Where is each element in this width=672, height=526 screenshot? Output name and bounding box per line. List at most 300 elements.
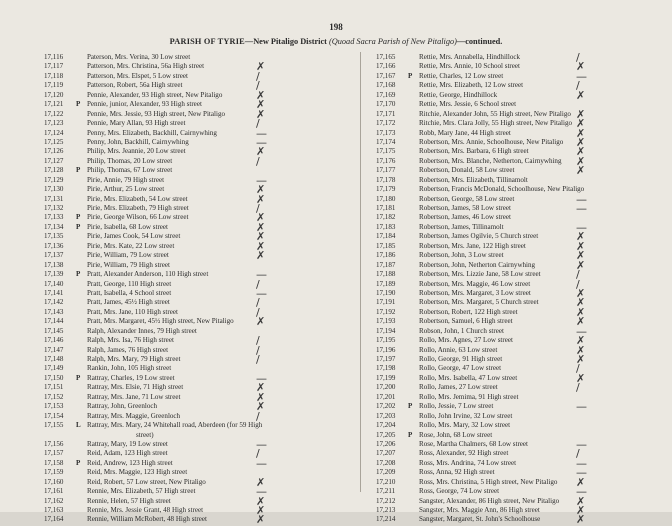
qualification-mark bbox=[408, 223, 419, 232]
elector-entry bbox=[376, 145, 666, 159]
elector-name-address: Rettie, Mrs. Annabella, Hindhillock bbox=[419, 53, 520, 61]
qualification-mark bbox=[76, 327, 87, 336]
district-name: —New Pitaligo District bbox=[244, 37, 327, 46]
elector-name-address: Rollo, John Irvine, 32 Low street bbox=[419, 411, 513, 420]
qualification-mark bbox=[76, 336, 87, 345]
qualification-mark bbox=[408, 506, 419, 515]
elector-name-address: Patterson, Mrs. Elspet, 5 Low street bbox=[87, 71, 188, 80]
qualification-mark bbox=[76, 298, 87, 307]
qualification-mark bbox=[76, 110, 87, 119]
elector-number: 17,174 bbox=[376, 137, 396, 146]
elector-name-address: Ralph, James, 76 High street bbox=[87, 345, 169, 354]
elector-name-address: Sangster, Alexander, 86 High street, New Pitaligo bbox=[419, 496, 560, 505]
elector-entry bbox=[376, 485, 666, 499]
elector-name-address: Robertson, James Ogilvie, 5 Church street bbox=[419, 232, 539, 241]
handwritten-tick-mark: ✗ bbox=[576, 239, 586, 253]
elector-entry bbox=[44, 98, 356, 112]
qualification-mark bbox=[76, 129, 87, 138]
elector-number: 17,185 bbox=[376, 241, 396, 250]
elector-entry bbox=[44, 60, 356, 74]
elector-entry bbox=[376, 494, 666, 508]
qualification-mark bbox=[408, 374, 419, 383]
elector-entry bbox=[44, 79, 356, 93]
elector-entry bbox=[376, 192, 666, 206]
handwritten-tick-mark: — bbox=[256, 437, 267, 451]
elector-number: 17,124 bbox=[44, 128, 64, 137]
handwritten-tick-mark: ✗ bbox=[576, 334, 586, 348]
elector-name-address: Philip, Mrs. Jeannie, 20 Low street bbox=[87, 147, 186, 156]
qualification-mark: P bbox=[76, 166, 81, 175]
elector-number: 17,146 bbox=[44, 336, 64, 345]
elector-name-address: Ritchie, Alexander John, 55 High street, New Pitaligo bbox=[419, 109, 571, 118]
qualification-mark bbox=[76, 402, 87, 411]
handwritten-tick-mark: ✗ bbox=[576, 296, 586, 310]
elector-number: 17,189 bbox=[376, 279, 396, 288]
qualification-mark bbox=[408, 421, 419, 430]
elector-entry bbox=[376, 249, 666, 263]
elector-entry bbox=[376, 69, 666, 83]
elector-number: 17,156 bbox=[44, 439, 64, 448]
elector-number: 17,166 bbox=[376, 62, 396, 71]
qualification-mark bbox=[76, 147, 87, 156]
elector-entry bbox=[44, 220, 356, 234]
handwritten-tick-mark: — bbox=[576, 192, 587, 206]
elector-number: 17,191 bbox=[376, 298, 396, 307]
handwritten-tick-mark: ✗ bbox=[256, 475, 266, 489]
qualification-mark bbox=[408, 157, 419, 166]
elector-entry bbox=[44, 447, 356, 461]
elector-name-address: street) bbox=[136, 430, 154, 439]
elector-number: 17,206 bbox=[376, 439, 396, 448]
handwritten-tick-mark: / bbox=[256, 334, 260, 348]
qualification-mark bbox=[76, 251, 87, 260]
elector-number: 17,179 bbox=[376, 185, 396, 194]
elector-number: 17,170 bbox=[376, 100, 396, 109]
elector-name-address: Rollo, Annie, 63 Low street bbox=[419, 345, 498, 354]
handwritten-tick-mark: ✗ bbox=[256, 390, 266, 404]
elector-number: 17,133 bbox=[44, 213, 64, 222]
handwritten-tick-mark: ✗ bbox=[256, 211, 266, 225]
handwritten-tick-mark: ✗ bbox=[576, 249, 586, 263]
elector-entry bbox=[376, 185, 666, 194]
handwritten-tick-mark: / bbox=[576, 51, 580, 64]
handwritten-tick-mark: ✗ bbox=[256, 107, 266, 121]
elector-entry bbox=[44, 475, 356, 489]
elector-number: 17,160 bbox=[44, 477, 64, 486]
elector-number: 17,116 bbox=[44, 53, 64, 61]
elector-number: 17,147 bbox=[44, 345, 64, 354]
qualification-mark: P bbox=[408, 430, 413, 439]
elector-name-address: Ross, Mrs. Andrina, 74 Low street bbox=[419, 458, 517, 467]
qualification-mark: P bbox=[76, 213, 81, 222]
handwritten-tick-mark: / bbox=[256, 305, 260, 319]
elector-number: 17,188 bbox=[376, 270, 396, 279]
elector-name-address: Pirie, James Cook, 54 Low street bbox=[87, 232, 181, 241]
elector-number: 17,182 bbox=[376, 213, 396, 222]
qualification-mark bbox=[76, 468, 87, 477]
elector-name-address: Rollo, James, 27 Low street bbox=[419, 383, 498, 392]
elector-name-address: Pirie, Arthur, 25 Low street bbox=[87, 185, 165, 194]
qualification-mark bbox=[76, 261, 87, 270]
elector-entry bbox=[44, 135, 356, 149]
elector-number: 17,126 bbox=[44, 147, 64, 156]
elector-number: 17,141 bbox=[44, 288, 64, 297]
elector-name-address: Rollo, Mrs. Isabella, 47 Low street bbox=[419, 373, 518, 382]
elector-name-address: Rettie, Mrs. Annie, 10 School street bbox=[419, 62, 520, 71]
elector-entry bbox=[44, 390, 356, 404]
elector-name-address: Rollo, Mrs. Jemima, 91 High street bbox=[419, 392, 519, 401]
elector-number: 17,171 bbox=[376, 109, 396, 118]
elector-name-address: Robertson, Donald, 58 Low street bbox=[419, 166, 515, 175]
elector-number: 17,193 bbox=[376, 317, 396, 326]
qualification-mark bbox=[76, 317, 87, 326]
elector-entry bbox=[44, 431, 356, 440]
elector-name-address: Pennie, Mrs. Jessie, 93 High street, New Pitaligo bbox=[87, 109, 225, 118]
elector-entry bbox=[376, 456, 666, 470]
qualification-mark bbox=[76, 232, 87, 241]
elector-name-address: Rose, John, 68 Low street bbox=[419, 430, 493, 439]
handwritten-tick-mark: — bbox=[576, 466, 587, 480]
qualification-mark: P bbox=[76, 458, 81, 467]
qualification-mark bbox=[408, 81, 419, 90]
elector-entry bbox=[376, 447, 666, 461]
elector-entry bbox=[376, 79, 666, 93]
elector-entry bbox=[44, 494, 356, 508]
elector-name-address: Robertson, Mrs. Blanche, Netherton, Cairnywhing bbox=[419, 156, 562, 165]
elector-name-address: Ross, Anna, 92 High street bbox=[419, 468, 495, 477]
handwritten-tick-mark: ✗ bbox=[256, 400, 266, 414]
handwritten-tick-mark: — bbox=[576, 202, 587, 215]
handwritten-tick-mark: ✗ bbox=[256, 239, 266, 253]
elector-name-address: Ralph, Alexander Innes, 79 High street bbox=[87, 326, 197, 335]
qualification-mark bbox=[76, 449, 87, 458]
elector-number: 17,122 bbox=[44, 109, 64, 118]
elector-number: 17,154 bbox=[44, 411, 64, 420]
elector-number: 17,144 bbox=[44, 317, 64, 326]
elector-entry bbox=[376, 515, 666, 524]
elector-entry bbox=[376, 400, 666, 414]
qualification-mark bbox=[76, 195, 87, 204]
handwritten-tick-mark: ✗ bbox=[256, 315, 266, 329]
qualification-mark bbox=[408, 412, 419, 421]
elector-entry bbox=[44, 192, 356, 206]
handwritten-tick-mark: ✗ bbox=[576, 343, 586, 357]
qualification-mark bbox=[408, 110, 419, 119]
elector-name-address: Pennie, junior, Alexander, 93 High street bbox=[87, 100, 202, 109]
elector-number: 17,159 bbox=[44, 468, 64, 477]
elector-entry bbox=[376, 431, 666, 440]
handwritten-tick-mark: — bbox=[576, 220, 587, 234]
handwritten-tick-mark: / bbox=[256, 353, 260, 366]
handwritten-tick-mark: ✗ bbox=[576, 258, 586, 272]
qualification-mark bbox=[76, 176, 87, 185]
elector-entry bbox=[44, 364, 356, 373]
elector-name-address: Pirie, Annie, 79 High street bbox=[87, 175, 165, 184]
qualification-mark bbox=[76, 204, 87, 213]
elector-entry bbox=[44, 117, 356, 131]
elector-entry bbox=[44, 485, 356, 499]
elector-number: 17,118 bbox=[44, 71, 64, 80]
elector-number: 17,145 bbox=[44, 326, 64, 335]
elector-number: 17,155 bbox=[44, 421, 64, 430]
qualification-mark bbox=[76, 119, 87, 128]
elector-entry bbox=[44, 355, 356, 364]
elector-number: 17,200 bbox=[376, 383, 396, 392]
elector-name-address: Ross, Alexander, 92 High street bbox=[419, 449, 509, 458]
elector-entry bbox=[376, 362, 666, 376]
continued-note: —continued. bbox=[456, 37, 503, 46]
handwritten-tick-mark: / bbox=[256, 277, 260, 291]
elector-entry bbox=[44, 204, 356, 213]
elector-number: 17,119 bbox=[44, 81, 64, 90]
elector-number: 17,203 bbox=[376, 411, 396, 420]
elector-number: 17,120 bbox=[44, 90, 64, 99]
elector-entry bbox=[376, 154, 666, 168]
elector-entry bbox=[376, 176, 666, 185]
handwritten-tick-mark: ✗ bbox=[576, 475, 586, 489]
qualification-mark: P bbox=[76, 270, 81, 279]
elector-entry bbox=[44, 53, 356, 62]
handwritten-tick-mark: / bbox=[576, 381, 580, 395]
elector-name-address: Reid, Mrs. Maggie, 123 High street bbox=[87, 468, 188, 477]
handwritten-tick-mark: ✗ bbox=[256, 513, 266, 526]
handwritten-tick-mark: ✗ bbox=[576, 315, 586, 329]
elector-entry bbox=[376, 305, 666, 319]
elector-name-address: Rattray, Mrs. Maggie, Greenloch bbox=[87, 411, 181, 420]
elector-name-address: Penny, John, Backhill, Cairnywhing bbox=[87, 137, 189, 146]
qualification-mark bbox=[76, 364, 87, 373]
elector-number: 17,142 bbox=[44, 298, 64, 307]
elector-entry bbox=[44, 381, 356, 395]
elector-name-address: Pratt, Mrs. Jane, 110 High street bbox=[87, 307, 178, 316]
qualification-mark bbox=[408, 383, 419, 392]
elector-name-address: Rollo, Jessie, 7 Low street bbox=[419, 402, 494, 411]
elector-number: 17,135 bbox=[44, 232, 64, 241]
qualification-mark bbox=[408, 53, 419, 62]
elector-entry bbox=[44, 305, 356, 319]
qualification-mark bbox=[76, 91, 87, 100]
elector-name-address: Pirie, Isabella, 68 Low street bbox=[87, 222, 169, 231]
qualification-mark bbox=[408, 515, 419, 524]
page-number: 198 bbox=[329, 22, 343, 32]
handwritten-tick-mark: ✗ bbox=[576, 107, 586, 121]
handwritten-tick-mark: / bbox=[576, 362, 580, 376]
elector-number: 17,172 bbox=[376, 119, 396, 128]
elector-number: 17,129 bbox=[44, 175, 64, 184]
elector-name-address: Rennie, Mrs. Elizabeth, 57 High street bbox=[87, 487, 196, 496]
elector-name-address: Rennie, Mrs. Jessie Grant, 48 High street bbox=[87, 506, 204, 514]
qualification-mark bbox=[76, 440, 87, 449]
elector-name-address: Rollo, Mrs. Agnes, 27 Low street bbox=[419, 336, 513, 345]
elector-name-address: Robertson, John, Netherton Cairnywhing bbox=[419, 260, 536, 269]
handwritten-tick-mark: — bbox=[256, 371, 267, 385]
elector-name-address: Rankin, John, 105 High street bbox=[87, 364, 172, 373]
elector-number: 17,210 bbox=[376, 477, 396, 486]
elector-entry bbox=[376, 466, 666, 480]
qualification-mark bbox=[408, 298, 419, 307]
elector-entry bbox=[44, 69, 356, 83]
elector-name-address: Rattray, John, Greenloch bbox=[87, 402, 157, 411]
elector-number: 17,187 bbox=[376, 260, 396, 269]
elector-name-address: Ralph, Mrs. Isa, 76 High street bbox=[87, 336, 174, 345]
handwritten-tick-mark: ✗ bbox=[576, 286, 586, 300]
handwritten-tick-mark: ✗ bbox=[256, 381, 266, 395]
handwritten-tick-mark: / bbox=[576, 268, 580, 282]
elector-entry bbox=[376, 412, 666, 421]
elector-name-address: Reid, Robert, 57 Low street, New Pitaligo bbox=[87, 477, 206, 486]
elector-number: 17,173 bbox=[376, 128, 396, 137]
elector-entry bbox=[44, 296, 356, 310]
elector-name-address: Pirie, Mrs. Kate, 22 Low street bbox=[87, 241, 175, 250]
qualification-mark bbox=[76, 62, 87, 71]
elector-name-address: Rennie, Helen, 57 High street bbox=[87, 496, 171, 505]
elector-entry bbox=[44, 506, 356, 515]
elector-number: 17,149 bbox=[44, 364, 64, 373]
elector-entry bbox=[376, 220, 666, 234]
elector-number: 17,213 bbox=[376, 506, 396, 514]
qualification-mark: P bbox=[76, 222, 81, 231]
quoad-sacra-note: (Quoad Sacra Parish of New Pitaligo) bbox=[329, 37, 457, 46]
elector-name-address: Pratt, Isabella, 4 School street bbox=[87, 288, 172, 297]
handwritten-tick-mark: ✗ bbox=[576, 164, 586, 178]
handwritten-tick-mark: — bbox=[576, 456, 587, 470]
elector-number: 17,165 bbox=[376, 53, 396, 61]
qualification-mark bbox=[76, 506, 87, 515]
qualification-mark bbox=[408, 346, 419, 355]
elector-number: 17,186 bbox=[376, 251, 396, 260]
handwritten-tick-mark: ✗ bbox=[576, 117, 586, 131]
elector-number: 17,152 bbox=[44, 392, 64, 401]
elector-name-address: Ross, George, 74 Low street bbox=[419, 487, 500, 496]
elector-name-address: Rattray, Mrs. Elsie, 71 High street bbox=[87, 383, 184, 392]
elector-number: 17,212 bbox=[376, 496, 396, 505]
handwritten-tick-mark: ✗ bbox=[576, 494, 586, 508]
elector-entry bbox=[376, 371, 666, 385]
elector-name-address: Robertson, Mrs. Maggie, 46 Low street bbox=[419, 279, 531, 288]
handwritten-tick-mark: ✗ bbox=[256, 98, 266, 112]
handwritten-tick-mark: ✗ bbox=[256, 145, 266, 159]
handwritten-tick-mark: ✗ bbox=[256, 494, 266, 508]
elector-entry bbox=[376, 393, 666, 402]
qualification-mark bbox=[408, 119, 419, 128]
elector-number: 17,195 bbox=[376, 336, 396, 345]
elector-name-address: Ross, Mrs. Christina, 5 High street, New Pitaligo bbox=[419, 477, 558, 486]
handwritten-tick-mark: ✗ bbox=[256, 220, 266, 234]
qualification-mark bbox=[408, 459, 419, 468]
elector-entry bbox=[44, 327, 356, 336]
elector-name-address: Rattray, Charles, 19 Low street bbox=[87, 373, 175, 382]
elector-entry bbox=[44, 400, 356, 414]
handwritten-tick-mark: — bbox=[576, 437, 587, 451]
qualification-mark bbox=[408, 204, 419, 213]
qualification-mark bbox=[408, 327, 419, 336]
handwritten-tick-mark: / bbox=[576, 277, 580, 291]
elector-entry bbox=[376, 324, 666, 338]
qualification-mark bbox=[408, 138, 419, 147]
elector-number: 17,207 bbox=[376, 449, 396, 458]
elector-entry bbox=[376, 277, 666, 291]
elector-number: 17,132 bbox=[44, 204, 64, 212]
elector-name-address: Pratt, George, 110 High street bbox=[87, 279, 172, 288]
elector-number: 17,148 bbox=[44, 355, 64, 363]
elector-number: 17,139 bbox=[44, 270, 64, 279]
elector-number: 17,184 bbox=[376, 232, 396, 241]
qualification-mark bbox=[76, 157, 87, 166]
elector-name-address: Patterson, Mrs. Christina, 56a High street bbox=[87, 62, 205, 71]
qualification-mark bbox=[76, 355, 87, 364]
qualification-mark bbox=[408, 251, 419, 260]
elector-entry bbox=[376, 334, 666, 348]
handwritten-tick-mark: — bbox=[256, 135, 267, 149]
handwritten-tick-mark: / bbox=[256, 409, 260, 423]
qualification-mark bbox=[76, 242, 87, 251]
elector-entry bbox=[44, 88, 356, 102]
elector-entry bbox=[376, 475, 666, 489]
qualification-mark bbox=[408, 355, 419, 364]
handwritten-tick-mark: / bbox=[576, 447, 580, 461]
qualification-mark bbox=[408, 364, 419, 373]
elector-number: 17,151 bbox=[44, 383, 64, 392]
elector-name-address: Rattray, Mrs. Mary, 24 Whitehall road, Aberdeen (for 59 High bbox=[87, 421, 263, 430]
handwritten-tick-mark: / bbox=[256, 202, 260, 215]
handwritten-tick-mark: — bbox=[256, 485, 267, 499]
elector-entry bbox=[44, 154, 356, 168]
elector-name-address: Robertson, Mrs. Barbara, 6 High street bbox=[419, 147, 529, 156]
elector-name-address: Penny, Mrs. Elizabeth, Backhill, Cairnywhing bbox=[87, 128, 217, 137]
elector-name-address: Robertson, Mrs. Lizzie Jane, 58 Low street bbox=[419, 270, 541, 279]
elector-name-address: Pratt, James, 45½ High street bbox=[87, 298, 170, 307]
qualification-mark bbox=[408, 497, 419, 506]
elector-name-address: Ritchie, Mrs. Clara Jolly, 55 High street, New Pitaligo bbox=[419, 119, 572, 128]
qualification-mark bbox=[408, 129, 419, 138]
elector-number: 17,175 bbox=[376, 147, 396, 156]
handwritten-tick-mark: ✗ bbox=[576, 135, 586, 149]
elector-entry bbox=[376, 421, 666, 430]
qualification-mark bbox=[408, 100, 419, 109]
elector-entry bbox=[44, 126, 356, 140]
elector-number: 17,153 bbox=[44, 402, 64, 411]
qualification-mark bbox=[408, 147, 419, 156]
elector-entry bbox=[376, 100, 666, 109]
elector-name-address: Pratt, Alexander Anderson, 110 High street bbox=[87, 270, 209, 279]
elector-entry bbox=[44, 183, 356, 197]
elector-number: 17,162 bbox=[44, 496, 64, 505]
elector-entry bbox=[376, 60, 666, 74]
handwritten-tick-mark: ✗ bbox=[576, 513, 586, 526]
elector-number: 17,181 bbox=[376, 204, 396, 212]
elector-number: 17,178 bbox=[376, 175, 396, 184]
elector-number: 17,121 bbox=[44, 100, 64, 109]
qualification-mark bbox=[408, 176, 419, 185]
elector-entry bbox=[376, 258, 666, 272]
elector-name-address: Rettie, Mrs. Elizabeth, 12 Low street bbox=[419, 81, 524, 90]
elector-number: 17,127 bbox=[44, 156, 64, 165]
elector-name-address: Robertson, Mrs. Margaret, 5 Church street bbox=[419, 298, 539, 307]
qualification-mark bbox=[408, 289, 419, 298]
elector-number: 17,134 bbox=[44, 222, 64, 231]
elector-name-address: Pirie, Mrs. Elizabeth, 79 High street bbox=[87, 204, 189, 212]
elector-entry bbox=[44, 230, 356, 244]
elector-number: 17,136 bbox=[44, 241, 64, 250]
elector-name-address: Robertson, Mrs. Jane, 122 High street bbox=[419, 241, 526, 250]
handwritten-tick-mark: ✗ bbox=[576, 230, 586, 244]
qualification-mark bbox=[408, 91, 419, 100]
elector-name-address: Patterson, Robert, 56a High street bbox=[87, 81, 183, 90]
elector-name-address: Robertson, Robert, 122 High street bbox=[419, 307, 518, 316]
elector-number: 17,161 bbox=[44, 487, 64, 496]
qualification-mark bbox=[76, 393, 87, 402]
qualification-mark bbox=[76, 346, 87, 355]
